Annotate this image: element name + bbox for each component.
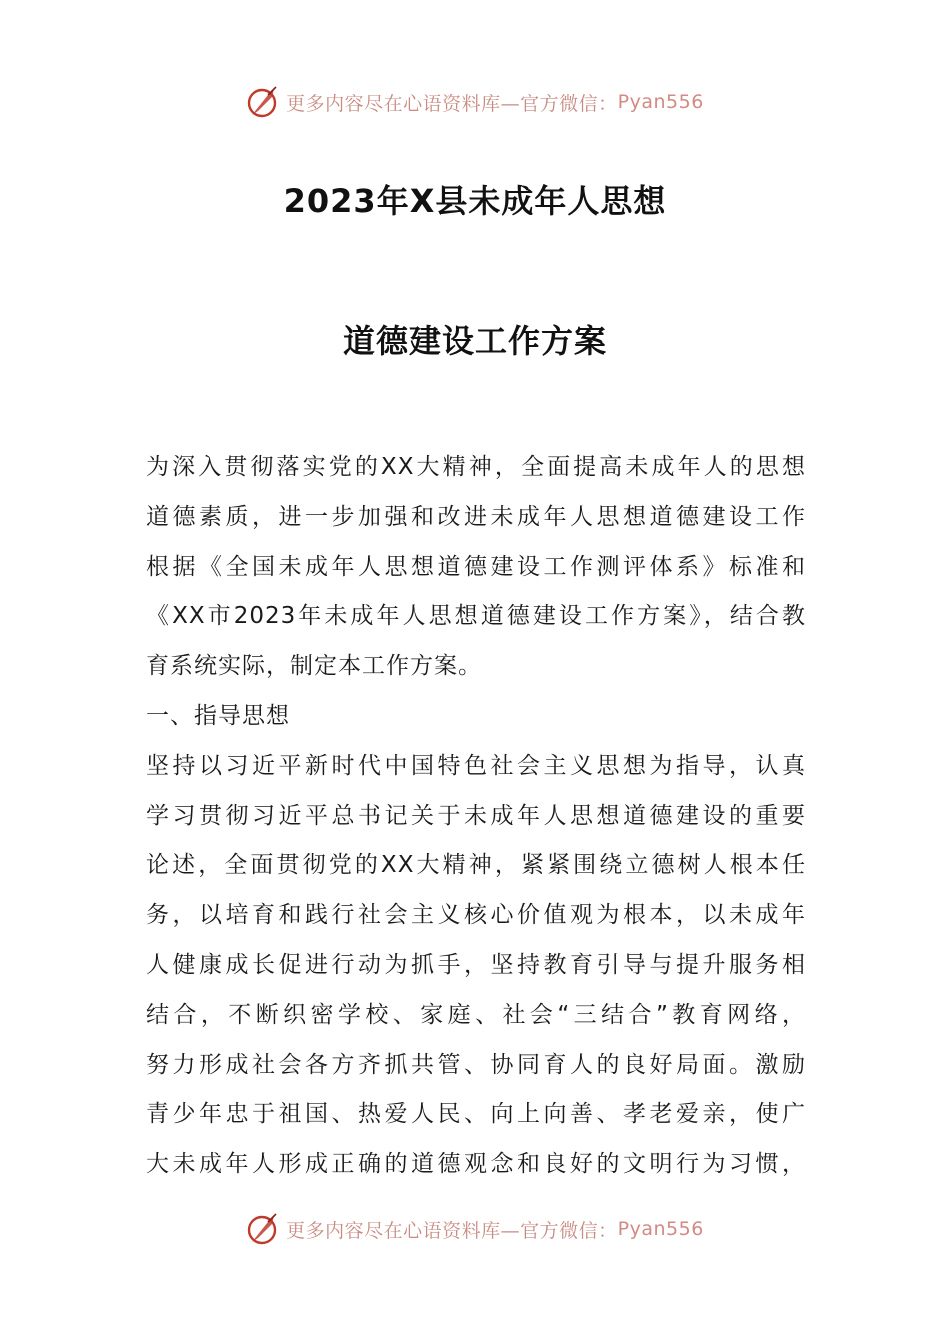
- body-line: 青少年忠于祖国、热爱人民、向上向善、孝老爱亲，使广: [146, 1101, 806, 1128]
- body-line: 根据《全国未成年人思想道德建设工作测评体系》标准和: [146, 553, 806, 580]
- watermark-text: 更多内容尽在心语资料库—官方微信：: [286, 92, 618, 115]
- section-heading-guiding-ideology: 一、指导思想: [146, 702, 290, 729]
- body-line: 结合，不断织密学校、家庭、社会“三结合”教育网络，: [146, 1001, 806, 1028]
- body-line: 务，以培育和践行社会主义核心价值观为根本，以未成年: [146, 902, 806, 929]
- watermark-text: 更多内容尽在心语资料库—官方微信：: [286, 1219, 618, 1242]
- document-title-line-2: 道德建设工作方案: [342, 322, 607, 360]
- body-line: 大未成年人形成正确的道德观念和良好的文明行为习惯，: [146, 1151, 806, 1178]
- body-line: 论述，全面贯彻党的XX大精神，紧紧围绕立德树人根本任: [146, 852, 806, 879]
- document-title-line-1: 2023年X县未成年人思想: [283, 182, 667, 220]
- quill-logo-icon: [246, 1212, 280, 1246]
- quill-logo-icon: [246, 85, 280, 119]
- body-line: 《XX市2023年未成年人思想道德建设工作方案》，结合教: [146, 603, 806, 630]
- body-line: 道德素质，进一步加强和改进未成年人思想道德建设工作: [146, 503, 806, 530]
- body-line: 坚持以习近平新时代中国特色社会主义思想为指导，认真: [146, 752, 806, 779]
- watermark-wechat-id: Pyan556: [617, 1218, 704, 1240]
- body-line: 学习贯彻习近平总书记关于未成年人思想道德建设的重要: [146, 802, 806, 829]
- body-line: 为深入贯彻落实党的XX大精神，全面提高未成年人的思想: [146, 454, 806, 480]
- watermark-wechat-id: Pyan556: [617, 91, 704, 113]
- body-line: 努力形成社会各方齐抓共管、协同育人的良好局面。激励: [146, 1051, 806, 1078]
- header-watermark: [0, 82, 950, 122]
- footer-watermark: [0, 1209, 950, 1249]
- document-body: [146, 448, 806, 1195]
- body-line: 育系统实际，制定本工作方案。: [146, 653, 482, 680]
- body-line: 人健康成长促进行动为抓手，坚持教育引导与提升服务相: [146, 951, 806, 978]
